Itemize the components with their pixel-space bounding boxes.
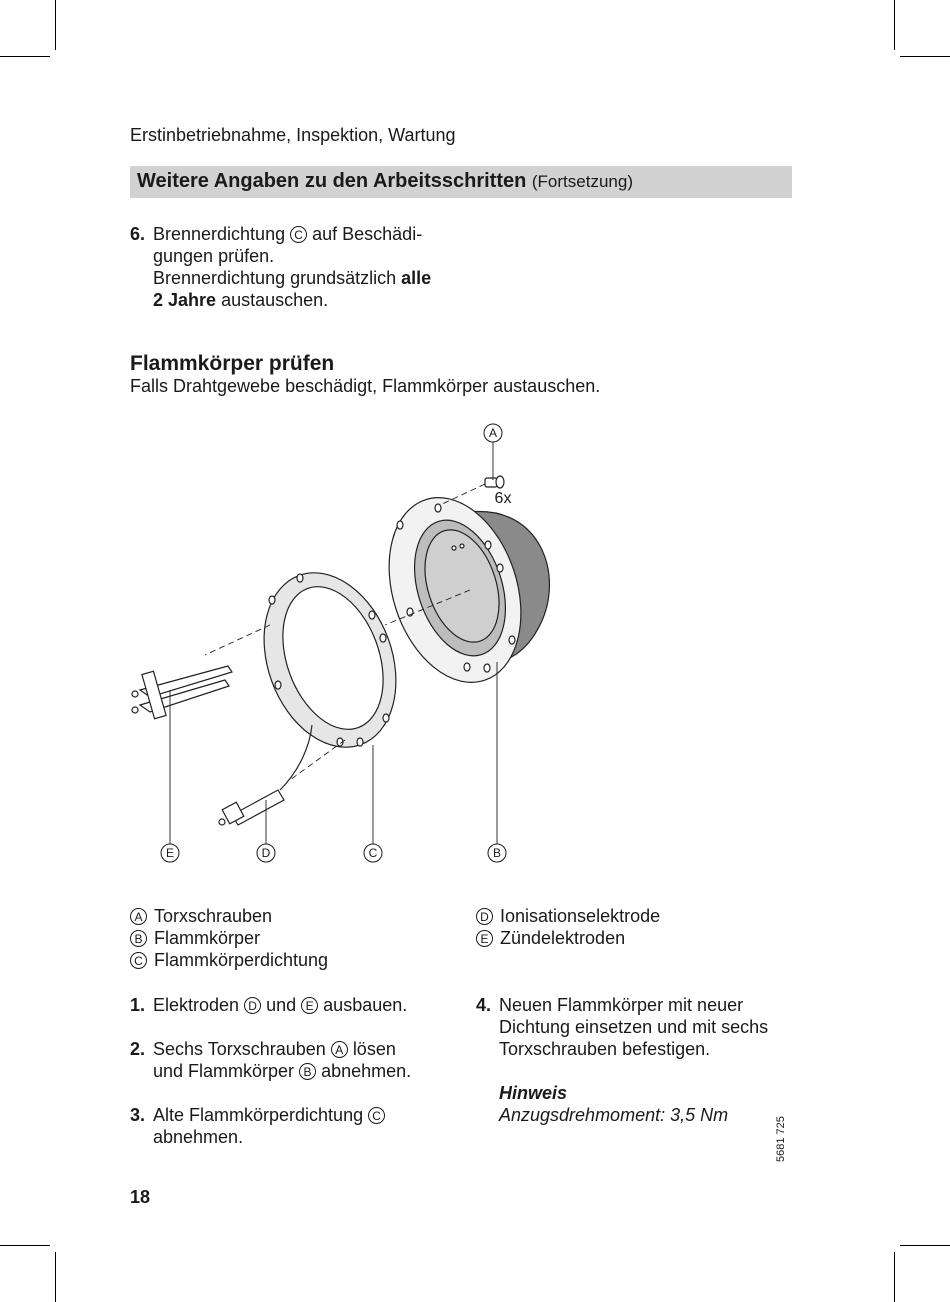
ref-label: C [290,226,307,243]
step-text-part: austauschen. [221,290,329,310]
step-number: 1. [130,995,146,1015]
ref-label: C [368,1107,385,1124]
step-3 [130,1104,460,1150]
legend-key: C [130,952,147,969]
section-intro: Falls Drahtgewebe beschädigt, Flammkörper austauschen. [130,376,601,396]
header-bar [130,166,792,198]
legend-key: A [130,908,147,925]
legend-key: D [476,908,493,925]
step-text-part: Sechs Torxschrauben [153,1039,326,1059]
screw-count-label: 6x [494,490,512,507]
legend-item [476,906,660,927]
crop-mark [894,0,895,50]
ref-label: B [299,1063,316,1080]
step-text [153,1104,385,1148]
step-text-part: Neuen Flammkörper mit neuer [499,995,744,1015]
step-number: 3. [130,1105,146,1125]
legend-key: E [476,930,493,947]
callout-c-label: C [368,846,378,860]
step-text [153,223,431,311]
crop-mark [0,56,50,57]
legend-text: Flammkörperdichtung [154,950,329,970]
step-text-part: und [266,995,297,1015]
step-4 [476,994,806,1062]
note-title: Hinweis [499,1083,568,1103]
legend-item [130,928,260,949]
step-text-part: auf Beschädi- [312,224,423,244]
callout-d-label: D [261,846,271,860]
legend-item [130,950,328,971]
legend-text: Ionisationselektrode [500,906,661,926]
legend-text: Flammkörper [154,928,261,948]
exploded-view-figure [0,400,950,880]
page-title [137,170,633,193]
step-1 [130,994,460,1018]
crop-mark [0,1245,50,1246]
emphasis-text: alle [401,268,432,288]
emphasis-text: 2 Jahre [153,290,217,310]
step-text [153,994,407,1016]
callout-a-label: A [488,426,498,440]
crop-mark [900,1245,950,1246]
step-number: 6. [130,224,146,244]
section-label: Erstinbetriebnahme, Inspektion, Wartung [130,125,456,145]
legend-item [476,928,625,949]
header-title-text: Weitere Angaben zu den Arbeitsschritten [137,170,527,192]
document-number: 5681 725 [775,1116,787,1162]
step-text-part: ausbauen. [323,995,408,1015]
page-number: 18 [130,1187,151,1207]
crop-mark [894,1252,895,1302]
step-text-part: Brennerdichtung [153,224,286,244]
step-6 [130,223,490,313]
step-text [499,994,768,1060]
crop-mark [900,56,950,57]
step-text-part: Torxschrauben befestigen. [499,1039,711,1059]
step-text-part: abnehmen. [321,1061,412,1081]
step-text-part: lösen [352,1039,396,1059]
callout-e-label: E [165,846,175,860]
step-text-part: gungen prüfen. [153,246,275,266]
ref-label: E [301,997,318,1014]
legend-text: Torxschrauben [154,906,273,926]
legend-key: B [130,930,147,947]
ignition-electrodes [132,666,232,719]
step-text-part: Dichtung einsetzen und mit sechs [499,1017,769,1037]
callout-b-label: B [492,846,502,860]
legend-item [130,906,272,927]
crop-mark [55,0,56,50]
ionisation-electrode [219,725,312,825]
torx-screw [485,476,504,488]
step-number: 4. [476,995,492,1015]
section-heading: Flammkörper prüfen [130,352,335,375]
legend-text: Zündelektroden [500,928,626,948]
step-number: 2. [130,1039,146,1059]
step-text-part: Alte Flammkörperdichtung [153,1105,364,1125]
header-subtitle: (Fortsetzung) [531,172,633,191]
step-2 [130,1038,460,1084]
step-text-part: Elektroden [153,995,240,1015]
step-text-part: und Flammkörper [153,1061,295,1081]
crop-mark [55,1252,56,1302]
ref-label: D [244,997,261,1014]
note-text: Anzugsdrehmoment: 3,5 Nm [499,1105,729,1125]
step-text [153,1038,411,1082]
step-text-part: abnehmen. [153,1127,244,1147]
ref-label: A [331,1041,348,1058]
note [499,1082,799,1128]
step-text-part: Brennerdichtung grundsätzlich [153,268,397,288]
